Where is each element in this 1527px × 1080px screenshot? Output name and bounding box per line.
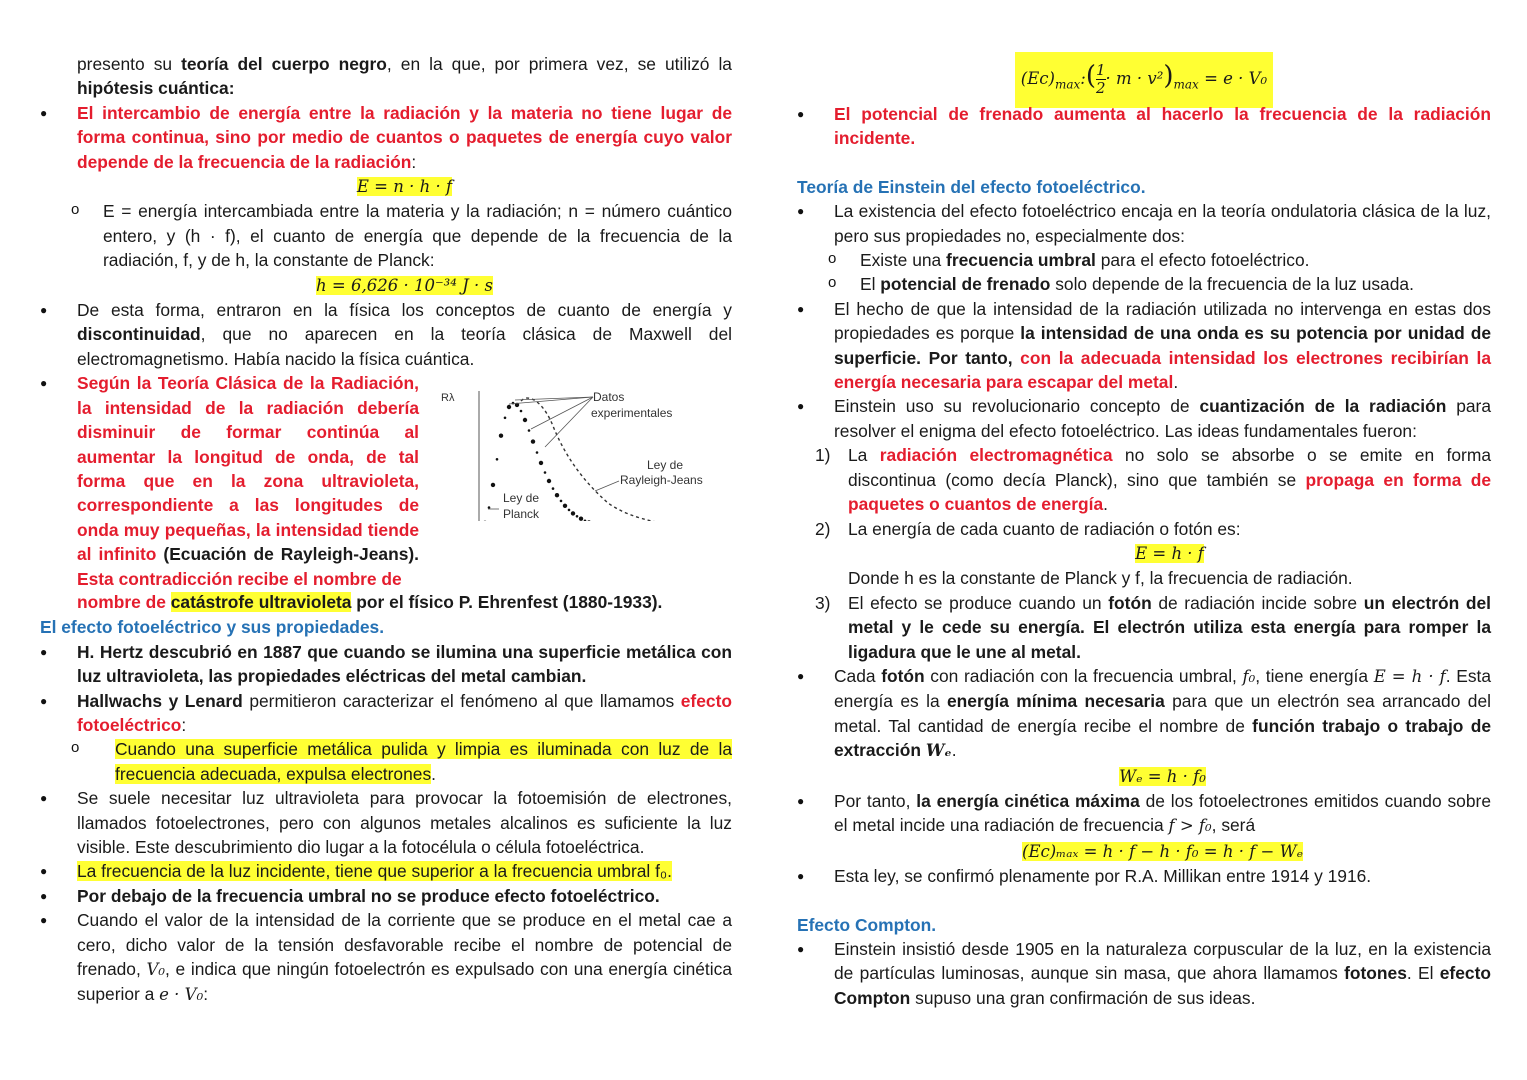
planck-point	[488, 506, 491, 509]
sub-bullet-electron-expulsion: o Cuando una superficie metálica pulida y limpia es iluminada con luz de la frecuencia adecuada, expulsa electrones.	[40, 737, 732, 786]
planck-point	[528, 429, 531, 432]
label-datos: Datos	[593, 390, 625, 404]
catastrophe-line-end: nombre de catástrofe ultravioleta por el físico P. Ehrenfest (1880-1933).	[77, 592, 663, 612]
section-heading-einstein: Teoría de Einstein del efecto fotoeléctrico.	[797, 176, 1146, 197]
section-heading-compton: Efecto Compton.	[797, 914, 937, 935]
label-rayleigh-jeans: Rayleigh-Jeans	[620, 473, 703, 487]
y-axis-label: Rλ	[441, 392, 455, 404]
blackbody-radiation-figure	[433, 331, 733, 521]
equation-work-function: Wₑ = h · f₀	[1119, 766, 1206, 786]
bullet-stopping-potential: ● Cuando el valor de la intensidad de la corriente que se produce en el metal cae a cero, dicho valor de la tensión desfavorable recibe el nombre de potencial de frenado, V₀, e indica que ningún fotoelectrón es expulsado con una energía cinética superior a e · V₀:	[40, 908, 732, 1008]
bullet-work-function: ● Cada fotón con radiación con la frecuencia umbral, f₀, tiene energía E = h · f. Esta energía es la energía mínima necesaria para que un electrón sea arrancado del metal. Tal cantidad de energía recibe el nombre de función trabajo o trabajo de extracción Wₑ.	[797, 664, 1491, 764]
bullet-discontinuity: ● De esta forma, entraron en la física los conceptos de cuanto de energía y discontinuidad, que no aparecen en la teoría clásica de Maxwell del electromagnetismo. Había nacido la física cuántica.	[40, 298, 732, 371]
planck-point	[571, 511, 575, 515]
right-column	[797, 52, 1491, 1010]
equation-max-kinetic-energy: $(Ec)_{max}$:( $\frac{1}{2}$ · $m \cdot v^2)_{max} = e \cdot V_0$	[797, 52, 1491, 102]
label-planck: Planck	[503, 507, 540, 521]
bullet-ultraviolet-light: ● Se suele necesitar luz ultravioleta para provocar la fotoemisión de electrones, llamados fotoelectrones, pero con algunos metales alcalinos es suficiente la luz visible. Este descubrimiento dio lugar a la fotocélula o célula fotoeléctrica.	[40, 786, 732, 859]
sub-bullet-threshold: o Existe una frecuencia umbral para el efecto fotoeléctrico.	[797, 248, 1491, 272]
planck-point	[579, 517, 583, 521]
bullet-quantization: ● Einstein uso su revolucionario concepto de cuantización de la radiación para resolver el enigma del efecto fotoeléctrico. Las ideas fundamentales fueron:	[797, 394, 1491, 443]
equation-planck-constant: h = 6,626 · 10⁻³⁴ J · s	[316, 275, 493, 295]
label-experimentales: experimentales	[591, 406, 673, 420]
bullet-millikan: ● Esta ley, se confirmó plenamente por R.A. Millikan entre 1914 y 1916.	[797, 864, 1491, 888]
planck-point	[563, 504, 567, 508]
planck-point	[531, 439, 535, 443]
planck-constant-note: Donde h es la constante de Planck y f, la frecuencia de radiación.	[848, 568, 1353, 589]
equation-einstein: (Ec)ₘₐₓ = h · f − h · f₀ = h · f − Wₑ	[1022, 841, 1303, 861]
bullet-below-threshold: ● Por debajo de la frecuencia umbral no se produce efecto fotoeléctrico.	[40, 884, 732, 908]
planck-point	[576, 515, 579, 518]
planck-point	[568, 509, 571, 512]
bullet-hertz: ● H. Hertz descubrió en 1887 que cuando se ilumina una superficie metálica con luz ultravioleta, las propiedades eléctricas del metal cambian.	[40, 640, 732, 689]
planck-point	[523, 418, 527, 422]
bullet-ultraviolet-catastrophe: ● Según la Teoría Clásica de la Radiación, la intensidad de la radiación debería disminuir de formar continúa al aumentar la longitud de onda, de tal forma que en la zona ultravioleta, correspondiente a las longitudes de onda muy pequeñas, la intensidad tiende al infinito (Ecuación de Rayleigh-Jeans). Esta contradicción recibe el nombre de	[40, 371, 732, 591]
planck-point	[536, 451, 539, 454]
planck-point	[587, 520, 591, 521]
sub-bullet-stopping-potential: o El potencial de frenado solo depende de la frecuencia de la luz usada.	[797, 272, 1491, 296]
planck-point	[491, 483, 495, 487]
planck-point	[504, 417, 507, 420]
left-column	[40, 52, 732, 1008]
bullet-compton: ● Einstein insistió desde 1905 en la naturaleza corpuscular de la luz, en la existencia de partículas luminosas, aunque sin masa, que ahora llamamos fotones. El efecto Compton supuso una gran confirmación de sus ideas.	[797, 937, 1491, 1010]
planck-point	[499, 434, 503, 438]
numbered-item-1: 1) La radiación electromagnética no solo se absorbe o se emite en forma discontinua (como decía Planck), sino que también se propaga en forma de paquetes o cuantos de energía.	[815, 445, 1491, 515]
planck-point	[560, 500, 563, 503]
label-ley-de-rj: Ley de	[647, 458, 684, 472]
pointer-line-3	[531, 397, 593, 429]
bullet-intensity: ● El hecho de que la intensidad de la radiación utilizada no intervenga en estas dos propiedades es porque la intensidad de una onda es su potencia por unidad de superficie. Por tanto, con la adecuada intensidad los electrones recibirían la energía necesaria para escapar del metal.	[797, 297, 1491, 395]
rj-pointer	[595, 481, 619, 491]
planck-point	[539, 461, 543, 465]
label-ley-de-planck: Ley de	[503, 491, 540, 505]
bullet-planck-hypothesis: ● El intercambio de energía entre la radiación y la materia no tiene lugar de forma continua, sino por medio de cuantos o paquetes de energía cuyo valor depende de la frecuencia de la radiación:	[40, 101, 732, 174]
pointer-line-4	[545, 397, 593, 447]
bullet-wave-theory: ● La existencia del efecto fotoeléctrico encaja en la teoría ondulatoria clásica de la luz, pero sus propiedades no, especialmente dos:	[797, 199, 1491, 248]
planck-point	[552, 487, 555, 490]
section-heading-photoelectric: El efecto fotoeléctrico y sus propiedades.	[40, 617, 385, 638]
bullet-max-kinetic-energy: ● Por tanto, la energía cinética máxima de los fotoelectrones emitidos cuando sobre el metal incide una radiación de frecuencia f > f₀, será	[797, 789, 1491, 839]
planck-point	[555, 493, 559, 497]
numbered-item-2: 2) La energía de cada cuanto de radiación o fotón es:	[815, 518, 1241, 539]
bullet-threshold-frequency: ● La frecuencia de la luz incidente, tiene que superior a la frecuencia umbral f₀.	[40, 859, 732, 883]
equation-e-hf: E = h · f	[1135, 543, 1204, 563]
blackbody-chart	[433, 331, 733, 521]
planck-point	[520, 410, 523, 413]
equation-e-nhf: E = n · h · f	[356, 177, 453, 197]
planck-point	[496, 458, 499, 461]
planck-point	[547, 479, 551, 483]
planck-point	[584, 520, 587, 522]
intro-paragraph: presento su teoría del cuerpo negro, en la que, por primera vez, se utilizó la hipótesis cuántica:	[77, 54, 732, 99]
bullet-stopping-potential-increase: ● El potencial de frenado aumenta al hacerlo la frecuencia de la radiación incidente.	[797, 102, 1491, 151]
sub-bullet-energy-definition: o E = energía intercambiada entre la materia y la radiación; n = número cuántico entero, y (h · f), el cuanto de energía que depende de la frecuencia de la radiación, f, y de h, la constante de Planck:	[40, 199, 732, 272]
planck-point	[544, 471, 547, 474]
bullet-hallwachs-lenard: ● Hallwachs y Lenard permitieron caracterizar el fenómeno al que llamamos efecto fotoeléctrico:	[40, 689, 732, 738]
planck-point	[507, 405, 511, 409]
numbered-item-3: 3) El efecto se produce cuando un fotón de radiación incide sobre un electrón del metal y le cede su energía. El electrón utiliza esta energía para romper la ligadura que le une al metal.	[815, 592, 1491, 662]
